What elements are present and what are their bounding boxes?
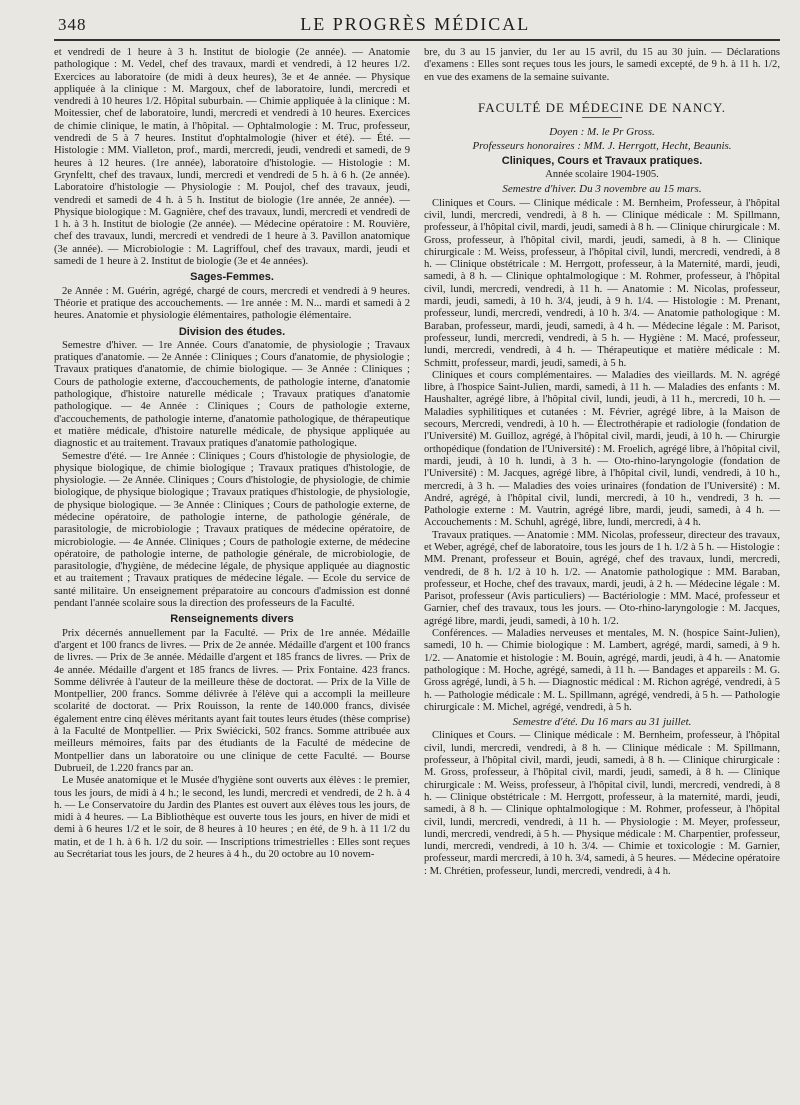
professeurs-honoraires-line: Professeurs honoraires : MM. J. Herrgott, Hecht, Beaunis. bbox=[472, 140, 732, 153]
semestre-hiver-line: Semestre d'hiver. Du 3 novembre au 15 mars. bbox=[502, 183, 702, 196]
travaux-pratiques-paragraph: Travaux pratiques. — Anatomie : MM. Nicolas, professeur, directeur des travaux, et Weber, agrégé, chef de laboratoire, tous les jours de 1 h. 1/2 à 5 h. — Histologie : MM. Prenant, professeur et Bouin, agrégé, chef des travaux, lundi, mercredi, vendredi, de 8 h. 1/2 à 10 h. 1/2. — Anatomie pathologique : MM. Baraban, professeur, et Hoche, chef des travaux, mardi, jeudi, à 2 h. — Médecine légale : M. Parisot, professeur (Avis particuliers) — Bactériologie : MM. Macé, professeur et Garnier, chef des travaux, tous les jours. — Oto-rhino-laryngologie : M. Jacques, agrégé libre, mardi, jeudi, samedi, à 10 h. 1/2. bbox=[424, 529, 780, 627]
intro-paragraph: et vendredi de 1 heure à 3 h. Institut de biologie (2e année). — Anatomie pathologique : M. Vedel, chef des travaux, mardi et vendredi, à 12 heures 1/2. Exercices au laboratoire (de midi à deux heures), 3e et 4e année. — Physique appliquée à la clinique : M. Margoux, chef de laboratoire, lundi, mercredi et vendredi à 10 heures 1/2. Hôpital suburbain. — Chimie appliquée à la clinique : M. Moitessier, chef de laboratoire, lundi, mercredi et vendredi à 10 heures. Exercices de chimie clinique, le matin, à l'hôpital. — Ophtalmologie : M. Truc, professeur, vendredi de 5 à 7 heures. Institut d'ophtalmologie (hiver et été). — Été. — Histologie : MM. Vialleton, prof., mardi, mercredi, jeudi, vendredi et samedi, de 9 heures à 12 heures. (1re année), laboratoire d'histologie. — Histologie : M. Grynfeltt, chef des travaux, lundi, mercredi et vendredi de 5 h. à 6 h. (2e année). Laboratoire d'histologie — Physiologie : M. Poujol, chef des travaux, jeudi, vendredi et samedi de 4 h. à 5 h. Institut de biologie (1re année, 2e année). — Physique biologique : M. Gagnière, chef des travaux, lundi, mercredi et vendredi de 1 h. à 3 h. Institut de biologie (2e année). — Médecine opératoire : M. Rouvière, chef des travaux, lundi, mercredi et vendredi de 1 heure à 3. Pavillon anatomique (3e année). — Microbiologie : M. Lagriffoul, chef des travaux, mardi, jeudi et samedi de 1 heure à 2. Institut de biologie (3e et 4e années). bbox=[54, 47, 410, 268]
division-ete-paragraph: Semestre d'été. — 1re Année : Cliniques ; Cours d'histologie de physiologie, de physique biologique, de chimie biologique ; Travaux pratiques d'histologie, de physiologie. — 2e Année. Cliniques ; Cours d'histologie, de physiologie, de chimie biologique, de physique biologique ; Travaux pratiques d'histologie, de physiologie, de physique biologique. — 3e Année : Cliniques ; Cours de pathologie externe, de médecine opératoire, de pathologie interne, de pathologie générale, de parasitologie, de microbiologie ; Travaux pratiques de médecine opératoire, de microbiologie. — 4e Année. Cliniques ; Cours de pathologie externe, de médecine opératoire, de pathologie interne, de pathologie générale, de microbiologie, de parasitologie, d'hygiène, de médecine légale, de physique appliquée au diagnostic et au traitement ; Travaux pratiques de médecine légale. — Ecole du service de santé militaire. Un enseignement préparatoire au concours d'admission est donné pendant l'année scolaire sous la direction des professeurs de la Faculté. bbox=[54, 450, 410, 610]
heading-rule bbox=[582, 117, 622, 118]
cliniques-hiver-paragraph: Cliniques et Cours. — Clinique médicale : M. Bernheim, Professeur, à l'hôpital civil, lundi, mercredi, vendredi, à 8 h. — Clinique médicale : M. Spillmann, professeur, à l'hôpital civil, mardi, jeudi, samedi à 8 h. — Clinique chirurgicale : M. Gross, professeur, à l'hôpital civil, mardi, jeudi, samedi, à 8 h. — Clinique chirurgicale : M. Weiss, professeur, à l'hôpital civil, lundi, mercredi, vendredi, à 8 h. — Clinique obstétricale : M. Herrgott, professeur, à la Maternité, mardi, jeudi, samedi, à 8 h. — Clinique ophtalmologique : M. Rohmer, professeur, à l'hôpital civil, lundi, mercredi, vendredi, à 11 h. — Anatomie : M. Nicolas, professeur, mardi, jeudi, samedi, à 10 h. 3/4, jeudi, à 9 h. 1/4. — Histologie : M. Prenant, professeur, lundi, mercredi, vendredi, à 10 h. 3/4. — Anatomie pathologique : M. Baraban, professeur, mardi, jeudi, samedi, à 4 h. — Médecine légale : M. Parisot, professeur, lundi, mercredi, vendredi, à 5 h. — Hygiène : M. Macé, professeur, lundi, mercredi, vendredi, à 4 h. — Thérapeutique et matière médicale : M. Schmitt, professeur, mardi, jeudi, samedi, à 5 h. bbox=[424, 197, 780, 369]
cliniques-ete-paragraph: Cliniques et Cours. — Clinique médicale : M. Bernheim, professeur, à l'hôpital civil, lundi, mercredi, vendredi, à 8 h. — Clinique médicale : M. Spillmann, professeur, à l'hôpital civil, mardi, jeudi, samedi, à 8 h. — Clinique chirurgicale : M. Gross, professeur, à l'hôpital civil, mardi, jeudi, samedi, à 8 h. — Clinique chirurgicale : M. Weiss, professeur, à l'hôpital civil, lundi, mercredi, vendredi, à 8 h. — Clinique obstétricale : M. Herrgott, professeur, à la maternité, mardi, jeudi, samedi, à 8 h. — Clinique ophtalmologique : M. Rohmer, professeur, à l'hôpital civil, lundi, mercredi, vendredi, à 11 h. — Physiologie : M. Meyer, professeur, lundi, mercredi, vendredi, à 5 h. — Physique médicale : M. Charpentier, professeur, lundi, mercredi, vendredi, à 10 h. 3/4. — Chimie et toxicologie : M. Garnier, professeur, mardi mercredi, à 10 h. 3/4, samedi, à 5 heures. — Médecine opératoire : M. Chrétien, professeur, lundi, mercredi, vendredi, à 4 h. bbox=[424, 730, 780, 877]
page-header bbox=[54, 14, 780, 41]
cliniques-heading: Cliniques, Cours et Travaux pratiques. bbox=[501, 154, 703, 167]
musee-paragraph: Le Musée anatomique et le Musée d'hygiène sont ouverts aux élèves : le premier, tous les jours, de midi à 4 h.; le second, les lundi, mercredi et vendredi, de 2 h. à 4 h. — Le Conservatoire du Jardin des Plantes est ouvert aux élèves tous les jours, de midi à 4 heures. — La Bibliothèque est ouverte tous les jours, en hiver de midi et demi à 6 heures 1/2 et le soir, de 8 heures à 10 heures ; en été, de 9 h. à 11 1/2 du matin, et de 1 h. à 6 h. 1/2 du soir. — Inscriptions trimestrielles : Elles sont reçues au Secrétariat tous les jours, de 2 heures à 4 h., du 20 octobre au 10 novem- bbox=[54, 775, 410, 860]
sages-femmes-paragraph: 2e Année : M. Guérin, agrégé, chargé de cours, mercredi et vendredi à 9 heures. Théorie et pratique des accouchements. — 1re année : M. N... mardi et samedi à 2 heures. Anatomie et physiologie élémentaires, pathologie élémentaire. bbox=[54, 285, 410, 322]
renseignements-paragraph: Prix décernés annuellement par la Faculté. — Prix de 1re année. Médaille d'argent et 100 francs de livres. — Prix de 2e année. Médaille d'argent et 100 francs de livres. — Prix de 3e année. Médaille d'argent et 185 francs de livres. — Prix de 4e année. Médaille d'argent et 185 francs de livres. — Prix Fontaine. 423 francs. Somme délivrée à l'auteur de la meilleure thèse de doctorat. — Prix de la Ville de Montpellier, 200 francs. Somme délivrée à l'élève qui a accompli la meilleure scolarité de doctorat. — Prix Rouisson, la rente de 140.000 francs, divisée également entre cinq élèves méritants ayant fait toutes leurs études (thèse comprise) à la Faculté de Montpellier. — Prix Swiécicki, 502 francs. Somme attribuée aux meilleurs mémoires, faits par des étudiants de la Faculté de médecine de Montpellier dans un laboratoire ou une clinique de cette Faculté. — Bourse Dubrueil, de 1.220 francs par an. bbox=[54, 627, 410, 774]
journal-title: LE PROGRÈS MÉDICAL bbox=[300, 14, 531, 34]
page-number: 348 bbox=[58, 15, 87, 34]
left-column bbox=[54, 47, 410, 878]
sages-femmes-heading: Sages-Femmes. bbox=[190, 271, 274, 284]
cours-complementaires-paragraph: Cliniques et cours complémentaires. — Maladies des vieillards. M. N. agrégé libre, à l'hospice Saint-Julien, mardi, samedi, à 11 h. — Maladies des enfants : M. Haushalter, agrégé libre, à l'hôpital civil, lundi, jeudi, à 11 h., mercredi, 10 h. — Maladies syphilitiques et cutanées : M. Février, agrégé libre, à la Maison de secours, Mercredi, vendredi, à 10 h. — Électrothérapie et radiologie (fondation de l'Université) M. Guilloz, agrégé, à l'hôpital civil, mardi, jeudi, à 10 h. — Chirurgie orthopédique (fondation de l'Université) : M. Froelich, agrégé libre, à l'hôpital civil, mardi, jeudi, à 10 h. lundi, à 3 h. — Oto-rhino-laryngologie (fondation de l'Université) : M. Jacques, agrégé libre, à l'hôpital civil, lundi, vendredi, à 10 h., mercredi, à 3 h. — Maladies des voies urinaires (fondation de l'Université) : M. André, agrégé, à l'hôpital civil, lundi, mercredi, à 10 h., vendredi, 3 h. — Pathologie externe : M. Vautrin, agrégé libre, mardi, jeudi, samedi, à 4 h. — Accouchements : M. Schuhl, agrégé, libre, lundi, mercredi, à 4 h. bbox=[424, 369, 780, 529]
division-hiver-paragraph: Semestre d'hiver. — 1re Année. Cours d'anatomie, de physiologie ; Travaux pratiques d'anatomie. — 2e Année : Cliniques ; Cours d'anatomie, de physiologie ; Travaux pratiques d'anatomie, de chimie biologique. — 3e Année : Cliniques ; Cours de pathologie externe, d'accouchements, de pathologie interne, d'anatomie pathologique, d'histoire naturelle médicale ; Travaux pratiques d'anatomie pathologique. — 4e Année : Cliniques ; Cours de pathologie externe, d'accouchements, de pathologie interne, d'anatomie pathologique, de thérapeutique et matière médicale, d'histoire naturelle médicale, de physique appliquée au diagnostic et au traitement. Travaux pratiques d'anatomie pathologique. bbox=[54, 339, 410, 450]
right-column bbox=[424, 47, 780, 878]
doyen-line: Doyen : M. le Pr Gross. bbox=[549, 126, 655, 139]
renseignements-heading: Renseignements divers bbox=[170, 613, 294, 626]
continuation-paragraph: bre, du 3 au 15 janvier, du 1er au 15 avril, du 15 au 30 juin. — Déclarations d'examens : Elles sont reçues tous les jours, le samedi excepté, de 9 h. à 11 h. 1/2, en vue des examens de la semaine suivante. bbox=[424, 47, 780, 83]
division-heading: Division des études. bbox=[178, 325, 286, 338]
semestre-ete-line: Semestre d'été. Du 16 mars au 31 juillet. bbox=[512, 716, 692, 729]
conferences-paragraph: Conférences. — Maladies nerveuses et mentales, M. N. (hospice Saint-Julien), samedi, 10 h. — Chimie biologique : M. Lambert, agrégé, mardi, samedi, à 9 h. 1/2. — Anatomie et histologie : M. Bouin, agrégé, mardi, jeudi, à 4 h. — Anatomie pathologique : M. Hoche, agrégé, samedi, à 11 h. — Bandages et appareils : M. G. Gross agrégé, lundi, à 5 h. — Diagnostic médical : M. Richon agrégé, vendredi, à 5 h. — Pathologie médicale : M. L. Spillmann, agrégé, vendredi, à 5 h. — Pathologie chirurgicale : M. Michel, agrégé, vendredi, à 5 h. bbox=[424, 628, 780, 713]
faculte-heading: FACULTÉ DE MÉDECINE DE NANCY. bbox=[478, 99, 726, 115]
annee-scolaire-line: Année scolaire 1904-1905. bbox=[545, 169, 659, 181]
